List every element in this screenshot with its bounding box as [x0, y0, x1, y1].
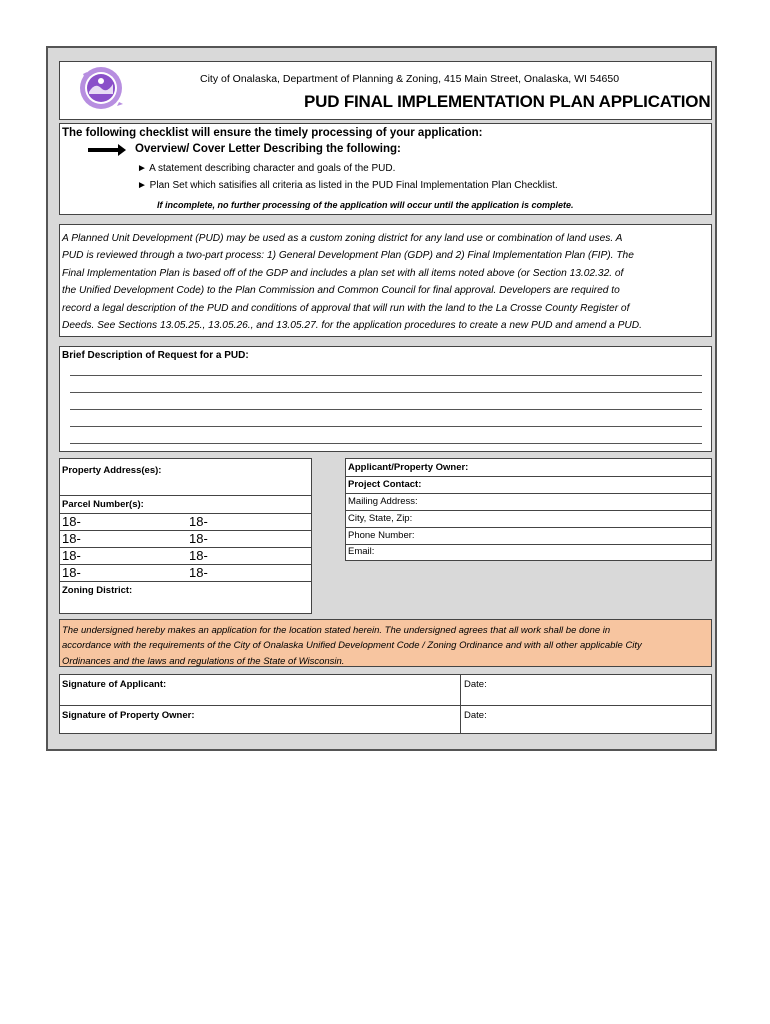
signature-divider — [460, 675, 461, 733]
mailing-address-label: Mailing Address: — [348, 496, 418, 507]
parcel-row — [60, 547, 311, 565]
checklist-subheading: Overview/ Cover Letter Describing the following: — [135, 143, 401, 155]
page-title: PUD FINAL IMPLEMENTATION PLAN APPLICATION — [304, 92, 711, 111]
parcel-number-field[interactable]: 18- — [62, 531, 81, 546]
parcel-number-field[interactable]: 18- — [62, 565, 81, 580]
description-line: Deeds. See Sections 13.05.25., 13.05.26., and 13.05.27. for the application procedures to create a new PUD and amend a PUD. — [62, 320, 642, 332]
city-state-zip-label: City, State, Zip: — [348, 513, 413, 524]
description-line: PUD is reviewed through a two-part process: 1) General Development Plan (GDP) and 2) Final Implementation Plan (FIP). The — [62, 250, 634, 262]
statement-line: The undersigned hereby makes an application for the location stated herein. The undersigned agrees that all work shall be done in — [62, 625, 611, 636]
form-frame — [46, 46, 717, 751]
property-address-field[interactable] — [60, 459, 311, 496]
brief-description-line[interactable] — [70, 392, 702, 393]
statement-line: accordance with the requirements of the City of Onalaska Unified Development Code / Zoning Ordinance and with all other applicable City — [62, 640, 642, 652]
email-label: Email: — [348, 546, 375, 557]
parcel-number-label: Parcel Number(s): — [62, 499, 144, 510]
pud-description-section — [59, 224, 712, 337]
city-state-zip-field[interactable] — [346, 510, 711, 528]
mailing-address-field[interactable] — [346, 493, 711, 511]
parcel-row — [60, 530, 311, 548]
signature-section — [59, 674, 712, 734]
parcel-row — [60, 513, 311, 531]
description-line: the Unified Development Code) to the Plan Commission and Common Council for final approval. Developers are required to — [62, 285, 620, 297]
parcel-number-field[interactable]: 18- — [189, 531, 208, 546]
department-address: City of Onalaska, Department of Planning & Zoning, 415 Main Street, Onalaska, WI 54650 — [200, 73, 620, 85]
brief-description-line[interactable] — [70, 375, 702, 376]
email-field[interactable] — [346, 544, 711, 560]
project-contact-label: Project Contact: — [348, 479, 422, 490]
applicant-section — [345, 458, 712, 561]
property-section — [59, 458, 312, 614]
zoning-district-label: Zoning District: — [62, 585, 133, 596]
statement-line: Ordinances and the laws and regulations of the State of Wisconsin. — [62, 655, 345, 667]
parcel-row — [60, 564, 311, 582]
parcel-number-field[interactable]: 18- — [189, 565, 208, 580]
checklist-item: ► Plan Set which satisifies all criteria as listed in the PUD Final Implementation Plan Checklist. — [137, 180, 558, 191]
description-line: record a legal description of the PUD and conditions of approval that will run with the land to the La Crosse County Register of — [62, 302, 630, 314]
pud-description — [62, 230, 710, 334]
brief-description-line[interactable] — [70, 443, 702, 444]
checklist-section — [59, 123, 712, 215]
owner-signature-row — [60, 705, 711, 733]
arrow-right-icon — [88, 148, 120, 152]
project-contact-field[interactable] — [346, 476, 711, 494]
applicant-signature-label: Signature of Applicant: — [62, 679, 167, 690]
owner-date-label: Date: — [464, 710, 487, 721]
parcel-number-field[interactable]: 18- — [189, 548, 208, 563]
brief-description-line[interactable] — [70, 409, 702, 410]
applicant-signature-row — [60, 675, 711, 706]
parcel-number-header — [60, 495, 311, 514]
statement-text — [62, 623, 710, 669]
checklist-item: ► A statement describing character and goals of the PUD. — [137, 163, 396, 174]
parcel-number-field[interactable]: 18- — [62, 548, 81, 563]
applicant-date-label: Date: — [464, 679, 487, 690]
brief-description-label: Brief Description of Request for a PUD: — [62, 350, 249, 361]
checklist-heading: The following checklist will ensure the timely processing of your application: — [62, 127, 483, 139]
parcel-number-field[interactable]: 18- — [189, 514, 208, 529]
brief-description-line[interactable] — [70, 426, 702, 427]
applicant-owner-field[interactable] — [346, 459, 711, 477]
applicant-owner-label: Applicant/Property Owner: — [348, 462, 469, 473]
incomplete-warning: If incomplete, no further processing of the application will occur until the application is complete. — [157, 200, 574, 210]
phone-number-label: Phone Number: — [348, 530, 415, 541]
description-line: Final Implementation Plan is based off of the GDP and includes a plan set with all items noted above (or Section 13.02.32. of — [62, 267, 624, 279]
owner-signature-label: Signature of Property Owner: — [62, 710, 195, 721]
description-line: A Planned Unit Development (PUD) may be used as a custom zoning district for any land use or combination of land uses. A — [62, 233, 623, 244]
applicant-statement — [59, 619, 712, 667]
parcel-number-field[interactable]: 18- — [62, 514, 81, 529]
property-address-label: Property Address(es): — [62, 465, 162, 476]
form-header — [59, 61, 712, 120]
city-seal-icon — [75, 64, 131, 112]
phone-number-field[interactable] — [346, 527, 711, 545]
brief-description-section — [59, 346, 712, 452]
